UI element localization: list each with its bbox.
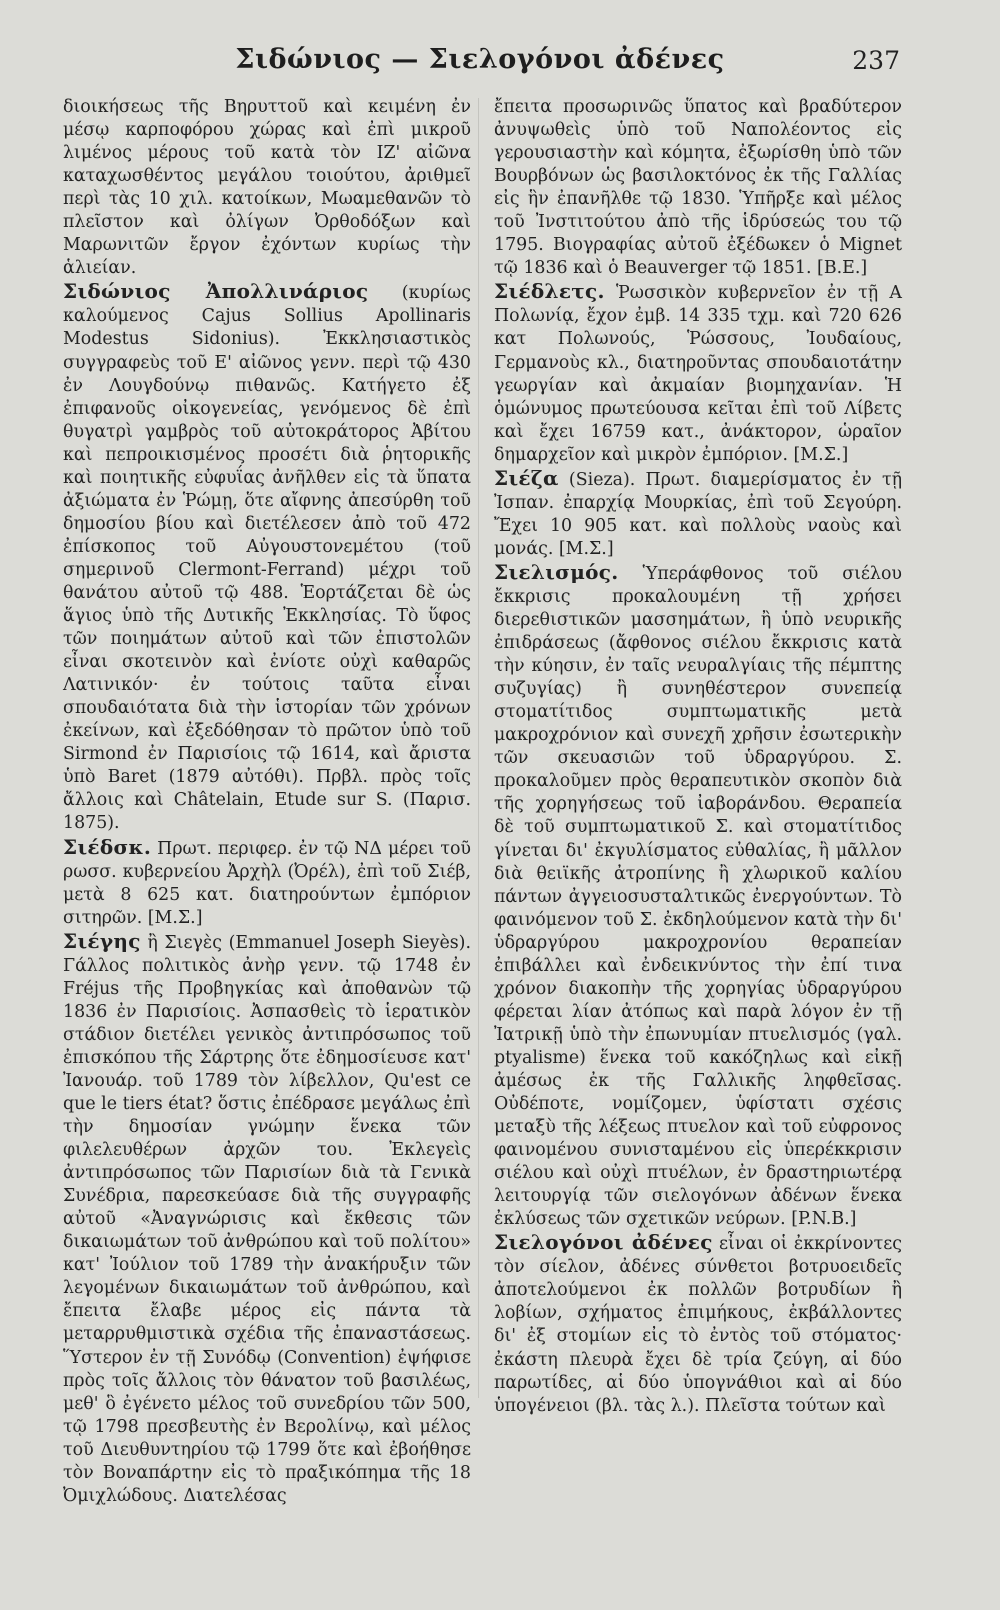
entry-body-sieza: (Sieza). Πρωτ. διαμερίσματος ἐν τῇ Ἰσπαν. ἐπαρχίᾳ Μουρκίας, ἐπὶ τοῦ Σεγούρη. Ἔχει 10 905 κατ. καὶ πολλοὺς ναοὺς καὶ μονάς. [Μ.Σ.] xyxy=(494,469,902,559)
running-title: Σιδώνιος — Σιελογόνοι ἀδένες xyxy=(235,44,725,75)
headword-sielogonoi-adenes: Σιελογόνοι ἀδένες xyxy=(494,1230,713,1255)
left-column xyxy=(63,96,471,1508)
entry-sielismos xyxy=(494,561,902,1231)
entry-siedsk xyxy=(63,836,471,930)
column-divider xyxy=(478,98,479,1398)
entry-body-sidonios: (κυρίως καλούμενος Cajus Sollius Apollinaris Modestus Sidonius). Ἐκκλησιαστικὸς συγγραφεὺς τοῦ Ε' αἰῶνος γενν. περὶ τῷ 430 ἐν Λουγδούνῳ πιθανῶς. Κατήγετο ἐξ ἐπιφανοῦς οἰκογενείας, γενόμενος δὲ ἐπὶ θυγατρὶ γαμβρὸς τοῦ αὐτοκράτορος Ἀβίτου καὶ πεπροικισμένος προσέτι διὰ ῥητορικῆς καὶ ποιητικῆς εὐφυΐας ἀνῆλθεν εἰς τὰ ὕπατα ἀξιώματα ἐν Ῥώμῃ, ὅτε αἴφνης ἀπεσύρθη τοῦ δημοσίου βίου καὶ διετέλεσεν ἀπὸ τοῦ 472 ἐπίσκοπος τοῦ Αὐγουστονεμέτου (τοῦ σημερινοῦ Clermont-Ferrand) μέχρι τοῦ θανάτου αὐτοῦ τῷ 488. Ἑορτάζεται δὲ ὡς ἅγιος ὑπὸ τῆς Δυτικῆς Ἐκκλησίας. Τὸ ὕφος τῶν ποιημάτων αὐτοῦ καὶ τῶν ἐπιστολῶν εἶναι σκοτεινὸν καὶ ἐνίοτε οὐχὶ καθαρῶς Λατινικόν· ἐν τούτοις ταῦτα εἶναι σπουδαιότατα διὰ τὴν ἱστορίαν τῶν χρόνων ἐκείνων, καὶ ἐξεδόθησαν τὸ πρῶτον ὑπὸ τοῦ Sirmond ἐν Παρισίοις τῷ 1614, καὶ ἄριστα ὑπὸ Baret (1879 αὐτόθι). Πρβλ. πρὸς τοῖς ἄλλοις καὶ Châtelain, Etude sur S. (Παρισ. 1875). xyxy=(63,283,471,834)
entry-sielogonoi-adenes xyxy=(494,1231,902,1417)
page-number: 237 xyxy=(852,46,900,75)
entry-siedlets xyxy=(494,280,902,466)
headword-siedlets: Σιέδλετς. xyxy=(494,279,605,304)
entry-body-siedsk: Πρωτ. περιφερ. ἐν τῷ ΝΔ μέρει τοῦ ρωσσ. κυβερνείου Ἀρχὴλ (Ὀρέλ), ἐπὶ τοῦ Σιέβ, μετὰ 8 625 κατ. διατηρούντων ἐμπόριον σιτηρῶν. [Μ.Σ.] xyxy=(63,838,471,928)
paragraph-sieyes-continued: ἔπειτα προσωρινῶς ὕπατος καὶ βραδύτερον ἀνυψωθεὶς ὑπὸ τοῦ Ναπολέοντος εἰς γερουσιαστὴν καὶ κόμητα, ἐξωρίσθη ὑπὸ τῶν Βουρβόνων ὡς βασιλοκτόνος ἐκ τῆς Γαλλίας εἰς ἣν ἐπανῆλθε τῷ 1830. Ὑπῆρξε καὶ μέλος τοῦ Ἰνστιτούτου ἀπὸ τῆς ἱδρύσεώς του τῷ 1795. Βιογραφίας αὐτοῦ ἐξέδωκεν ὁ Mignet τῷ 1836 καὶ ὁ Beauverger τῷ 1851. [Β.Ε.] xyxy=(494,97,902,279)
paragraph-intro-continued: διοικήσεως τῆς Βηρυττοῦ καὶ κειμένη ἐν μέσῳ καρποφόρου χώρας καὶ ἐπὶ μικροῦ λιμένος μέρους τοῦ κατὰ τὸν ΙΖ' αἰῶνα καταχωσθέντος μεγάλου τοιούτου, ἀριθμεῖ περὶ τὰς 10 χιλ. κατοίκων, Μωαμεθανῶν τὸ πλεῖστον καὶ ὀλίγων Ὀρθοδόξων καὶ Μαρωνιτῶν ἔργον ἐχόντων κυρίως τὴν ἁλιείαν. xyxy=(63,97,471,279)
entry-body-sielogonoi-adenes: εἶναι οἱ ἐκκρίνοντες τὸν σίελον, ἀδένες σύνθετοι βοτρυοειδεῖς ἀποτελούμενοι ἐκ πολλῶν βοτρυδίων ἢ λοβίων, σχήματος ἐπιμήκους, ἐκβάλλοντες δι' ἐξ στομίων εἰς τὸ ἐντὸς τοῦ στόματος· ἐκάστη πλευρὰ ἔχει δὲ τρία ζεύγη, αἱ δύο παρωτίδες, αἱ δύο ὑπογνάθιοι καὶ αἱ δύο ὑπογένειοι (βλ. τὰς λ.). Πλεῖστα τούτων καὶ xyxy=(494,1234,902,1416)
entry-body-sielismos: Ὑπεράφθονος τοῦ σιέλου ἔκκρισις προκαλουμένη τῇ χρήσει διερεθιστικῶν μασσημάτων, ἢ ὑπὸ νευρικῆς ἐπιδράσεως (ἄφθονος σιέλου ἔκκρισις κατὰ τὴν κύησιν, ἐν ταῖς νευραλγίαις τῆς πέμπτης συζυγίας) ἢ συνηθέστερον συνεπείᾳ στοματίτιδος συμπτωματικῆς μετὰ μακροχρόνιον καὶ συνεχῆ χρῆσιν ἐσωτερικὴν τῶν σκευασιῶν τοῦ ὑδραργύρου. Σ. προκαλοῦμεν πρὸς θεραπευτικὸν σκοπὸν διὰ τῆς χορηγήσεως τοῦ ἰαβοράνδου. Θεραπεία δὲ τοῦ συμπτωματικοῦ Σ. καὶ στοματίτιδος γίνεται δι' ἐκγυλίσματος εὐθαλίας, ἢ μᾶλλον διὰ θειϊκῆς ἀτροπίνης ἢ χλωρικοῦ καλίου πάντων ἀγγειοσυσταλτικῶς ἐνεργούντων. Τὸ φαινόμενον τοῦ Σ. ἐκδηλούμενον κατὰ τὴν δι' ὑδραργύρου μακροχρονίου θεραπείαν ἐπιβάλλει καὶ ἐνδεικνύντος τὴν ἐπί τινα χρόνον διακοπὴν τῆς χορηγίας ὑδραργύρου φέρεται λίαν ἀτόπως καὶ παρὰ λόγον ἐν τῇ Ἰατρικῇ ὑπὸ τὴν ἐπωνυμίαν πτυελισμός (γαλ. ptyalisme) ἕνεκα τοῦ κακόζηλως καὶ εἰκῇ ἀμέσως ἐκ τῆς Γαλλικῆς ληφθεῖσας. Οὐδέποτε, νομίζομεν, ὑφίστατι σχέσις μεταξὺ τῆς λέξεως πτυελον καὶ τοῦ εὐφρονος φαινομένου συνισταμένου εἰς ὑπερέκκρισιν σιέλου καὶ οὐχὶ πτυέλων, ἐν δραστηριωτέρᾳ λειτουργίᾳ τῶν σιελογόνων ἀδένων ἕνεκα ἐκλύσεως τῶν σχετικῶν νεύρων. [P.N.B.] xyxy=(494,563,902,1230)
page-header xyxy=(60,44,900,84)
headword-sieyes: Σιέγης xyxy=(63,928,141,953)
headword-sidonios: Σιδώνιος Ἀπολλινάριος xyxy=(63,279,369,304)
headword-sieza: Σιέζα xyxy=(494,465,559,490)
entry-body-sieyes: ἢ Σιεγὲς (Emmanuel Joseph Sieyès). Γάλλος πολιτικὸς ἀνὴρ γενν. τῷ 1748 ἐν Fréjus τῆς Προβηγκίας καὶ ἀποθανὼν τῷ 1836 ἐν Παρισίοις. Ἀσπασθεὶς τὸ ἱερατικὸν στάδιον διετέλει γενικὸς ἀντιπρόσωπος τοῦ ἐπισκόπου τῆς Σάρτρης ὅτε ἐδημοσίευσε κατ' Ἰανουάρ. τοῦ 1789 τὸν λίβελλον, Qu'est ce que le tiers état? ὅστις ἐπέδρασε μεγάλως ἐπὶ τὴν δημοσίαν γνώμην ἕνεκα τῶν φιλελευθέρων ἀρχῶν του. Ἐκλεγεὶς ἀντιπρόσωπος τῶν Παρισίων διὰ τὰ Γενικὰ Συνέδρια, παρεσκεύασε διὰ τῆς συγγραφῆς αὐτοῦ «Ἀναγνώρισις καὶ ἔκθεσις τῶν δικαιωμάτων τοῦ ἀνθρώπου καὶ τοῦ πολίτου» κατ' Ἰούλιον τοῦ 1789 τὴν ἀνακήρυξιν τῶν λεγομένων δικαιωμάτων τοῦ ἀνθρώπου, καὶ ἔπειτα ἔλαβε μέρος εἰς πάντα τὰ μεταρρυθμιστικὰ σχέδια τῆς ἐπαναστάσεως. Ὕστερον ἐν τῇ Συνόδῳ (Convention) ἐψήφισε πρὸς τοῖς ἄλλοις τὸν θάνατον τοῦ βασιλέως, μεθ' ὃ ἐγένετο μέλος τοῦ συνεδρίου τῶν 500, τῷ 1798 πρεσβευτὴς ἐν Βερολίνῳ, καὶ μέλος τοῦ Διευθυντηρίου τῷ 1799 ὅτε καὶ ἐβοήθησε τὸν Βοναπάρτην εἰς τὸ πραξικόπημα τῆς 18 Ὀμιχλώδους. Διατελέσας xyxy=(63,932,471,1506)
entry-sidonios xyxy=(63,280,471,835)
headword-siedsk: Σιέδσκ. xyxy=(63,834,152,859)
headword-sielismos: Σιελισμός. xyxy=(494,559,619,584)
right-column xyxy=(494,96,902,1418)
entry-sieza xyxy=(494,467,902,561)
entry-sieyes xyxy=(63,930,471,1508)
entry-body-siedlets: Ῥωσσικὸν κυβερνεῖον ἐν τῇ Α Πολωνίᾳ, ἔχον ἐμβ. 14 335 τχμ. καὶ 720 626 κατ Πολωνούς, Ῥώσσους, Ἰουδαίους, Γερμανοὺς κλ., διατηροῦντας σπουδαιοτάτην γεωργίαν καὶ ἀκμαίαν βιομηχανίαν. Ἡ ὁμώνυμος πρωτεύουσα κεῖται ἐπὶ τοῦ Λίβετς καὶ ἔχει 16759 κατ., ἀνάκτορον, ὡραῖον δημαρχεῖον καὶ μικρὸν ἐμπόριον. [Μ.Σ.] xyxy=(494,283,902,465)
